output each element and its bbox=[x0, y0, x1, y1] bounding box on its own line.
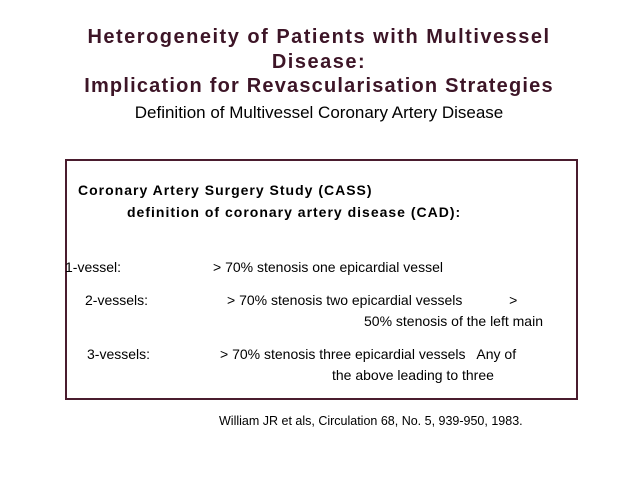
definition-row-3-description: > 70% stenosis three epicardial vessels Any of bbox=[220, 346, 517, 362]
slide-title-line-2: Disease: bbox=[271, 51, 367, 73]
definition-row-2-label: 2-vessels: bbox=[85, 292, 149, 308]
definition-row-2-description: > 70% stenosis two epicardial vessels > bbox=[227, 292, 518, 308]
definition-row-1-description: > 70% stenosis one epicardial vessel bbox=[213, 259, 443, 275]
definition-row-3-continuation: the above leading to three bbox=[332, 367, 494, 383]
box-heading-line-1: Coronary Artery Surgery Study (CASS) bbox=[78, 182, 373, 198]
citation: William JR et als, Circulation 68, No. 5, 939-950, 1983. bbox=[219, 414, 523, 428]
definition-row-2-continuation: 50% stenosis of the left main bbox=[364, 313, 543, 329]
box-heading-line-2: definition of coronary artery disease (CAD): bbox=[127, 204, 462, 220]
slide-title-line-1: Heterogeneity of Patients with Multivessel bbox=[87, 26, 551, 48]
definition-row-1-label: 1-vessel: bbox=[65, 259, 122, 275]
slide-title-line-3: Implication for Revascularisation Strategies bbox=[84, 75, 554, 97]
definition-row-3-label: 3-vessels: bbox=[87, 346, 151, 362]
slide-subtitle: Definition of Multivessel Coronary Artery Disease bbox=[134, 103, 504, 122]
